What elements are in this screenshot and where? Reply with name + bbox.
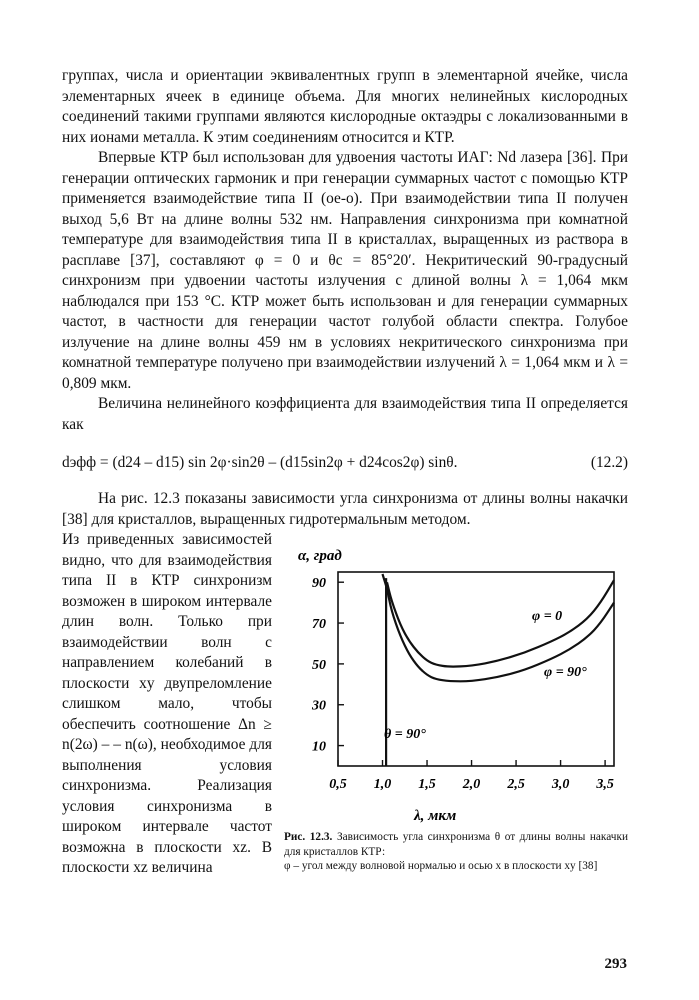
curve-phi-0 (387, 580, 614, 666)
paragraph-3: Величина нелинейного коэффициента для взаимодействия типа II определяется как (62, 395, 628, 433)
x-tick-label: 0,5 (329, 777, 347, 792)
caption-title: Рис. 12.3. (284, 831, 333, 843)
y-tick-label: 90 (312, 576, 326, 592)
annotation-phi-90: φ = 90° (544, 665, 587, 680)
caption-note: φ – угол между волновой нормалью и осью x в плоскости xy [38] (284, 860, 598, 872)
x-axis-label: λ, мкм (414, 808, 457, 824)
x-tick-label: 3,5 (596, 777, 614, 792)
x-tick-label: 3,0 (551, 777, 570, 792)
figure-12-3 (284, 530, 628, 914)
equation-12-2 (62, 449, 628, 477)
y-tick-label: 70 (312, 617, 326, 633)
text-figure-block (62, 530, 628, 914)
y-tick-label: 50 (312, 657, 326, 673)
paragraph-2: Впервые КТР был использован для удвоения частоты ИАГ: Nd лазера [36]. При генерации оптических гармоник и при генерации суммарных частот с помощью КТР применяется взаимодействие типа II (ое-о). При взаимодействии типа II получен выход 5,6 Вт на длине волны 532 нм. Направления синхронизма при комнатной температуре для взаимодействия типа II в кристаллах, выращенных из раствора в расплаве [37], составляют φ = 0 и θс = 85°20′. Некритический 90-градусный синхронизм при удвоении частоты излучения с длиной волны λ = 1,064 мкм наблюдался при 153 °С. КТР может быть использован и для генерации суммарных частот, в частности для генерации частот голубой области спектра. Голубое излучение на длине волны 459 нм в условиях некритического синхронизма при комнатной температуре получено при взаимодействии излучений λ = 1,064 мкм и λ = 0,809 мкм. (62, 149, 628, 392)
wrapped-text-column (62, 530, 272, 879)
figure-caption (284, 830, 628, 874)
annotation-phi-0: φ = 0 (532, 609, 563, 624)
y-tick-label: 10 (312, 739, 326, 755)
y-tick-label: 30 (312, 698, 326, 714)
phase-matching-chart (284, 530, 628, 830)
page-content (62, 66, 628, 914)
paragraph-4: На рис. 12.3 показаны зависимости угла синхронизма от длины волны накачки [38] для кристаллов, выращенных гидротермальным методом. (62, 490, 628, 528)
paragraph-1: группах, числа и ориентации эквивалентных групп в элементарной ячейке, числа элементарных ячеек в единице объема. Для многих нелинейных кислородных соединений такими группами являются кислородные октаэдры с локализованными в них ионами металла. К этим соединениям относится и КТР. (62, 67, 628, 146)
equation-number: (12.2) (590, 454, 628, 471)
caption-text: Зависимость угла синхронизма θ от длины волны накачки для кристаллов КТР: (284, 831, 628, 858)
paragraph-5: Из приведенных зависимостей видно, что для взаимодействия типа II в КТР синхронизм возможен в широком интервале длин волн. Только при взаимодействии волн с направлением колебаний в плоскости xy двупреломление слишком мало, чтобы обеспечить соотношение Δn ≥ n(2ω) – – n(ω), необходимое для выполнения условия синхронизма. Реализация условия синхронизма в широком интервале частот возможна в плоскости xz. В плоскости xz величина (62, 531, 272, 876)
y-axis-label: α, град (298, 548, 342, 564)
equation-text: dэфф = (d24 – d15) sin 2φ·sin2θ – (d15sin2φ + d24cos2φ) sinθ. (62, 454, 458, 471)
x-tick-label: 2,0 (462, 777, 481, 792)
chart-ticks (311, 576, 614, 792)
page-number: 293 (604, 956, 627, 972)
x-tick-label: 1,5 (418, 777, 436, 792)
annotation-theta-90: θ = 90° (384, 727, 426, 742)
x-tick-label: 2,5 (507, 777, 525, 792)
x-tick-label: 1,0 (373, 777, 392, 792)
